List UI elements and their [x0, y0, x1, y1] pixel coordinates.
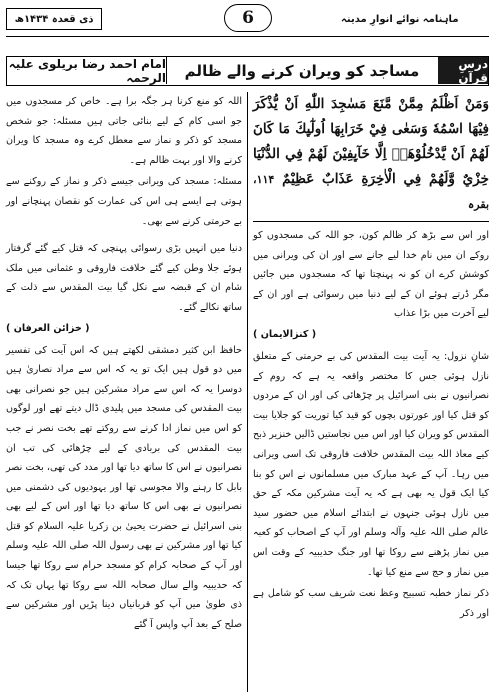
verse-text: وَمَنْ اَظْلَمُ مِمَّنْ مَّنَعَ مَسٰجِدَ اللّٰهِ اَنْ يُّذْكَرَ فِيْهَا اسْمُهٗ وَسَعٰى فِيْ خَرَابِهَا اُولٰٓىِٕكَ مَا كَانَ لَهُمْ اَنْ يَّدْخُلُوْهَاۤ اِلَّا خَآىِٕفِيْنَ لَهُمْ فِي الدُّنْيَا خِزْيٌ وَّلَهُمْ فِي الْاٰخِرَةِ عَذَابٌ عَظِيْمٌ	[253, 96, 489, 187]
right-column	[253, 92, 489, 692]
paragraph-3: دنیا میں انہیں بڑی رسوائی پہنچی کہ قتل کیے گئے گرفتار ہوئے جلا وطن کیے گئے خلافت فاروقی و عثمانی میں ملک شام ان کے قبضہ سے نکل گیا بیت المقدس سے ذلت کے ساتھ نکالے گئے۔	[6, 243, 242, 313]
verse-translation: اور اس سے بڑھ کر ظالم کون، جو اللہ کی مسجدوں کو روکے ان میں نام خدا لیے جانے سے اور ان کی ویرانی میں کوشش کرے ان کو نہ پہنچتا تھا کہ مسجدوں میں جائیں مگر ڈرتے ہوئے ان کے لیے دنیا میں رسوائی ہے اور ان کے لیے آخرت میں بڑا عذاب	[253, 230, 489, 320]
page-header	[6, 4, 489, 34]
issue-date: ذی قعدہ ۱۴۳۴ھ	[6, 8, 102, 30]
page-number: 6	[224, 4, 272, 32]
quran-verse	[253, 92, 489, 222]
header-rule	[6, 36, 489, 37]
left-column	[6, 92, 242, 692]
article-author: امام احمد رضا بریلوی علیہ الرحمہ	[8, 56, 166, 85]
paragraph-1: اللہ کو منع کرنا ہر جگہ برا ہے۔ خاص کر مسجدوں میں جو اسی کام کے لیے بنائی جاتی ہیں مسئلہ: جو شخص مسجد کو ذکر و نماز سے معطل کرے وہ مسجد کا ویران کرنے والا اور بہت ظالم ہے۔	[6, 96, 242, 166]
column-divider	[247, 92, 248, 692]
magazine-name: ماہنامہ نوائے انوارِ مدینہ	[341, 13, 459, 25]
article-title: مساجد کو ویران کرنے والے ظالم	[184, 61, 420, 80]
verse-reference: ۱۱۴، بقرہ	[253, 173, 489, 211]
paragraph-2: مسئلہ: مسجد کی ویرانی جیسے ذکر و نماز کے روکنے سے ہوتی ہے ایسے ہی اس کی عمارت کو نقصان پہنچانے اور بے حرمتی کرنے سے بھی۔	[6, 176, 242, 227]
translation-source: ( کنزالایمان )	[253, 328, 317, 340]
article-title-bar	[6, 56, 489, 86]
note-paragraph: ذکر نماز خطبہ تسبیح وعظ نعت شریف سب کو شامل ہے اور ذکر	[253, 588, 489, 619]
paragraph-3-source: ( خزائن العرفان )	[6, 322, 90, 334]
section-badge: درسِ قرآن	[438, 57, 488, 84]
paragraph-4: حافظ ابن کثیر دمشقی لکھتے ہیں کہ اس آیت کی تفسیر میں دو قول ہیں ایک تو یہ کہ اس سے مراد نصاریٰ ہیں دوسرا یہ کہ اس سے مراد مشرکین ہیں جو نصرانی بھی بیت المقدس کی مسجد میں پلیدی ڈال دیتے تھے اور لوگوں کو اس میں نماز ادا کرنے سے روکتے تھے بخت نصر نے جب بیت المقدس کی بربادی کے لیے چڑھائی کی تب ان نصرانیوں نے اس کا ساتھ دیا تھا اور مدد کی تھی، بخت نصر بابل کا رہنے والا مجوسی تھا اور یہودیوں کی دشمنی میں نصرانیوں نے بھی اس کا ساتھ دیا تھا اور اس کے لیے بھی بنی اسرائیل نے حضرت یحییٰ بن زکریا علیہ السلام کو قتل کیا تھا اور مشرکین نے بھی رسول اللہ صلی اللہ علیہ وسلم اور آپ کے صحابہ کرام کو مسجد حرام سے روکا تھا جیسا کہ حدیبیہ والے سال صحابہ اللہ سے روکا تھا یہاں تک کہ ذی طویٰ میں آپ کو قربانیاں دینا پڑیں اور مشرکین سے صلح کے بعد آپ واپس آ گئے	[6, 344, 242, 630]
shan-e-nuzool-paragraph: شانِ نزول: یہ آیت بیت المقدس کی بے حرمتی کے متعلق نازل ہوئی جس کا مختصر واقعہ یہ ہے کہ روم کے نصرانیوں نے بنی اسرائیل پر چڑھائی کی اور ان کے مردوں کو قتل کیا اور عورتوں بچوں کو قید کیا توریت کو جلایا بیت المقدس کو ویران کیا اور اس میں نجاستیں ڈالیں خنزیر ذبح کیے معاذ اللہ بیت المقدس خلافت فاروقی تک اسی ویرانی میں رہا۔ آپ کے عہد مبارک میں مسلمانوں نے اس کو بنا کیا ایک قول یہ بھی ہے کہ یہ آیت مشرکین مکہ کے حق میں نازل ہوئی جنہوں نے ابتدائے اسلام میں حضور سید عالم صلی اللہ علیہ وآلہ وسلم اور آپ کے اصحاب کو کعبہ میں نماز پڑھنے سے روکا تھا اور جنگ حدیبیہ کے وقت اس میں نماز و حج سے منع کیا تھا۔	[253, 350, 489, 578]
